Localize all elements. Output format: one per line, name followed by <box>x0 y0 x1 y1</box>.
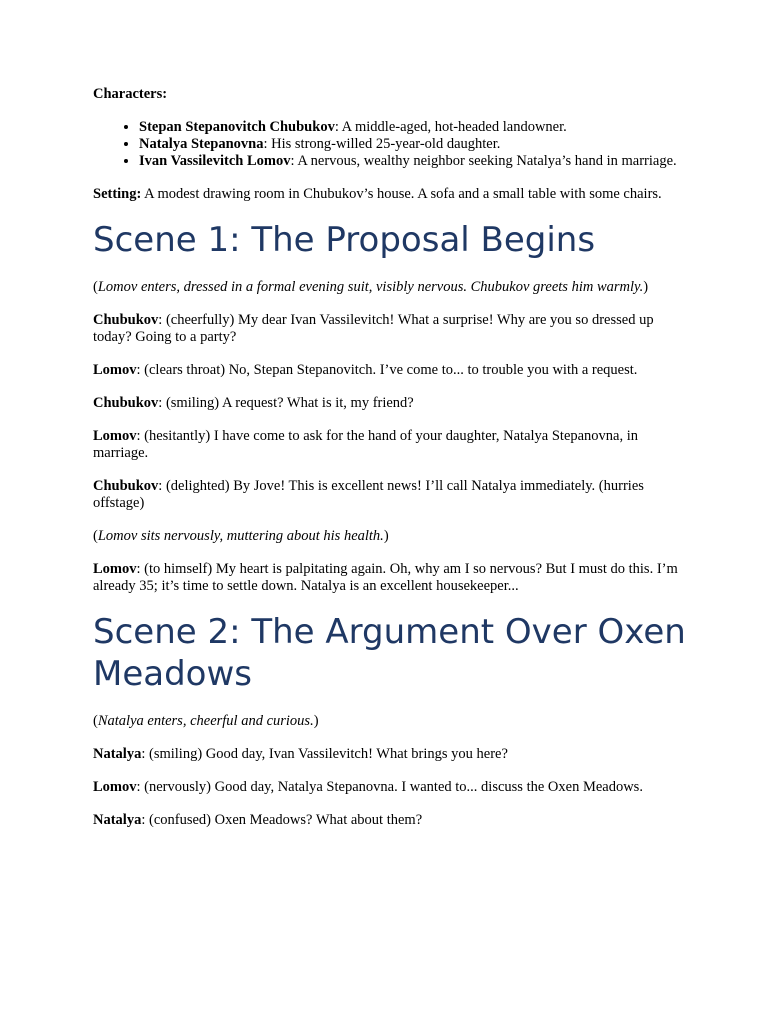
document-page <box>93 86 693 845</box>
speaker: Lomov <box>93 362 137 378</box>
list-item <box>139 136 693 153</box>
dialogue-line: Natalya: (confused) Oxen Meadows? What about them? <box>93 812 423 828</box>
speaker: Natalya <box>93 812 142 828</box>
character-name: Natalya Stepanovna <box>139 136 264 152</box>
speaker: Lomov <box>93 779 137 795</box>
setting-label: Setting: <box>93 186 142 202</box>
list-item <box>139 153 693 170</box>
dialogue-line: Lomov: (nervously) Good day, Natalya Stepanovna. I wanted to... discuss the Oxen Meadows. <box>93 779 643 795</box>
speaker: Chubukov <box>93 478 159 494</box>
character-desc: : A middle-aged, hot-headed landowner. <box>334 119 567 135</box>
character-desc: : His strong-willed 25-year-old daughter. <box>263 136 501 152</box>
setting-text: A modest drawing room in Chubukov’s house. A sofa and a small table with some chairs. <box>141 186 662 202</box>
character-desc: : A nervous, wealthy neighbor seeking Natalya’s hand in marriage. <box>290 153 677 169</box>
dialogue-line: Lomov: (hesitantly) I have come to ask for the hand of your daughter, Natalya Stepanovna, in marriage. <box>93 428 639 461</box>
speaker: Lomov <box>93 428 137 444</box>
stage-direction: (Lomov enters, dressed in a formal evening suit, visibly nervous. Chubukov greets him warmly.) <box>93 279 649 295</box>
dialogue-line: Lomov: (to himself) My heart is palpitating again. Oh, why am I so nervous? But I must do this. I’m already 35; it’s time to settle down. Natalya is an excellent housekeeper... <box>93 561 678 594</box>
dialogue-line: Chubukov: (delighted) By Jove! This is excellent news! I’ll call Natalya immediately. (hurries offstage) <box>93 478 644 511</box>
characters-heading: Characters: <box>93 86 168 102</box>
setting-paragraph <box>93 186 693 203</box>
dialogue-line: Chubukov: (cheerfully) My dear Ivan Vassilevitch! What a surprise! Why are you so dressed up today? Going to a party? <box>93 312 654 345</box>
character-name: Ivan Vassilevitch Lomov <box>139 153 291 169</box>
dialogue-line: Chubukov: (smiling) A request? What is it, my friend? <box>93 395 414 411</box>
dialogue-line: Lomov: (clears throat) No, Stepan Stepanovitch. I’ve come to... to trouble you with a request. <box>93 362 638 378</box>
character-name: Stepan Stepanovitch Chubukov <box>139 119 335 135</box>
speaker: Chubukov <box>93 312 159 328</box>
speaker: Natalya <box>93 746 142 762</box>
list-item <box>139 119 693 136</box>
dialogue-line: Natalya: (smiling) Good day, Ivan Vassilevitch! What brings you here? <box>93 746 508 762</box>
speaker: Lomov <box>93 561 137 577</box>
scene-1-title: Scene 1: The Proposal Begins <box>93 220 596 260</box>
speaker: Chubukov <box>93 395 159 411</box>
scene-2-title: Scene 2: The Argument Over Oxen Meadows <box>93 612 686 694</box>
stage-direction: (Natalya enters, cheerful and curious.) <box>93 713 319 729</box>
characters-list <box>93 119 693 170</box>
stage-direction: (Lomov sits nervously, muttering about his health.) <box>93 528 389 544</box>
